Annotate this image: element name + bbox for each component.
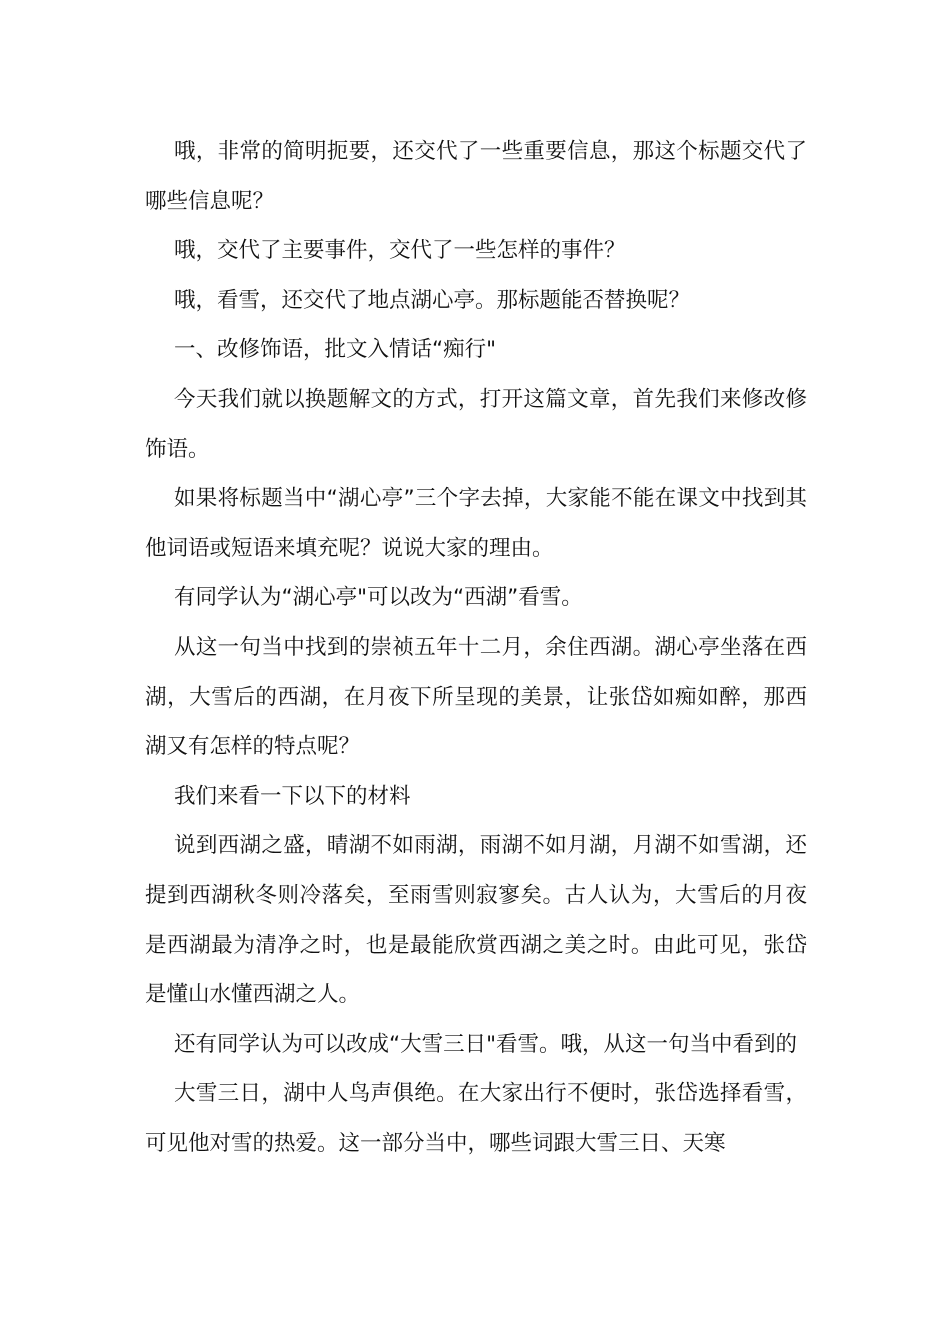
paragraph-11: 还有同学认为可以改成“大雪三日"看雪。哦，从这一句当中看到的: [174, 1031, 798, 1057]
paragraph-1: 哦，非常的简明扼要，还交代了一些重要信息，那这个标题交代了哪些信息呢？: [145, 139, 807, 214]
paragraph-5: 今天我们就以换题解文的方式，打开这篇文章，首先我们来修改修饰语。: [145, 386, 807, 462]
paragraph-8: 从这一句当中找到的崇祯五年十二月，余住西湖。湖心亭坐落在西湖，大雪后的西湖，在月夜下所呈现的美景，让张岱如痴如醉，那西湖又有怎样的特点呢？: [145, 634, 807, 760]
document-body: [145, 127, 807, 1168]
paragraph-6: 如果将标题当中“湖心亭”三个字去掉，大家能不能在课文中找到其他词语或短语来填充呢？说说大家的理由。: [145, 486, 807, 561]
paragraph-3: 哦，看雪，还交代了地点湖心亭。那标题能否替换呢？: [174, 287, 691, 313]
section-heading: 一、改修饰语，批文入情话“痴行": [174, 337, 497, 363]
paragraph-9: 我们来看一下以下的材料: [174, 783, 411, 809]
paragraph-2: 哦，交代了主要事件，交代了一些怎样的事件？: [174, 238, 626, 264]
paragraph-12: 大雪三日，湖中人鸟声俱绝。在大家出行不便时，张岱选择看雪，可见他对雪的热爱。这一部分当中，哪些词跟大雪三日、天寒: [145, 1081, 807, 1156]
paragraph-10: 说到西湖之盛，晴湖不如雨湖，雨湖不如月湖，月湖不如雪湖，还提到西湖秋冬则冷落矣，至雨雪则寂寥矣。古人认为，大雪后的月夜是西湖最为清净之时，也是最能欣赏西湖之美之时。由此可见，张岱是懂山水懂西湖之人。: [145, 833, 807, 1008]
paragraph-7: 有同学认为“湖心亭"可以改为“西湖”看雪。: [174, 585, 583, 611]
